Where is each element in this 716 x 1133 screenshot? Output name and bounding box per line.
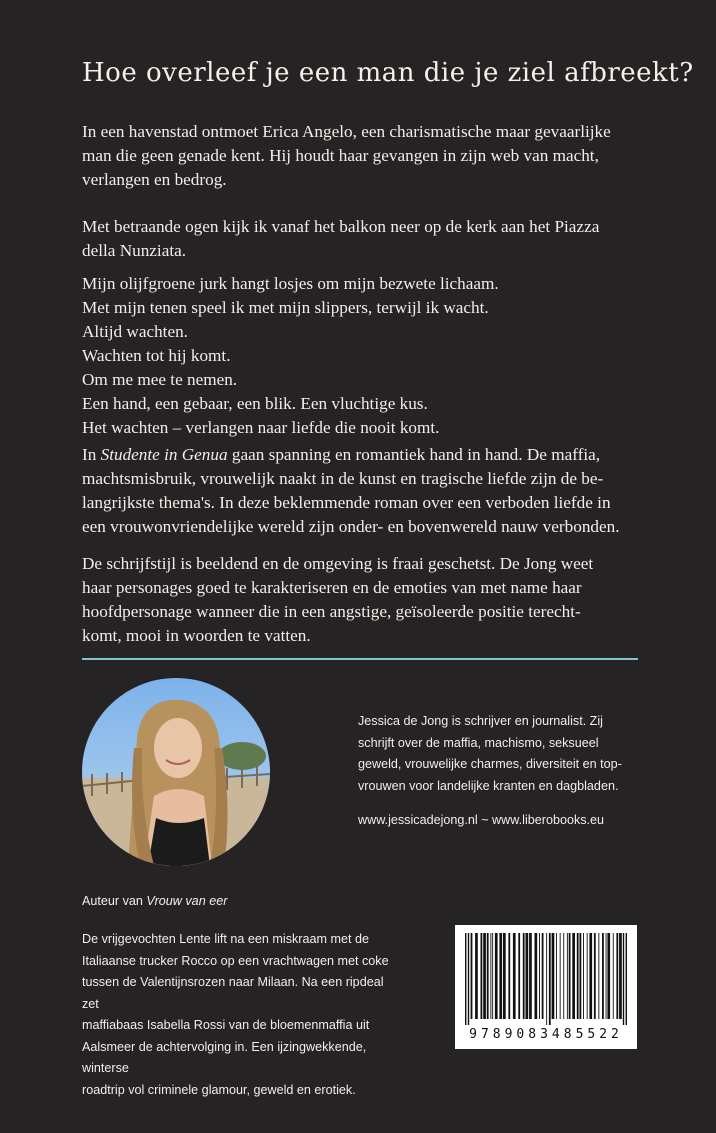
barcode-bar [487,933,489,1019]
barcode-bar [572,933,575,1019]
barcode-guard-bar [626,933,627,1025]
barcode-bar [598,933,599,1019]
text-line: Mijn olijfgroene jurk hangt losjes om mijn bezwete lichaam. [82,274,499,293]
barcode-bar [513,933,516,1019]
text-line: haar personages goed te karakteriseren en de emoties van met name haar [82,578,582,597]
barcode-bars [455,925,637,1025]
text-line: man die geen genade kent. Hij houdt haar gevangen in zijn web van macht, [82,146,599,165]
barcode-bar [526,933,529,1019]
text-line: geweld, vrouwelijke charmes, diversiteit en top- [358,757,622,771]
barcode-bar [539,933,540,1019]
text-line: tussen de Valentijnsrozen naar Milaan. Na een ripdeal zet [82,975,384,1011]
barcode-bar [499,933,502,1019]
text-line [82,443,642,467]
text-line: De schrijfstijl is beeldend en de omgeving is fraai geschetst. De Jong weet [82,554,594,573]
barcode-guard-bar [465,933,466,1025]
barcode-bar [492,933,493,1019]
barcode-guard-bar [546,933,547,1025]
text-line: Een hand, een gebaar, een blik. Een vluchtige kus. [82,394,428,413]
author-bio [358,711,658,797]
section-divider [82,658,638,660]
text-line: Altijd wachten. [82,322,188,341]
isbn-digits: 9789083485522 [469,1027,623,1042]
barcode-bar [606,933,607,1019]
barcode-guard-bar [623,933,624,1025]
barcode-bar [583,933,584,1019]
barcode-bar [475,933,478,1019]
text-line: langrijkste thema's. In deze beklemmende roman over een verboden liefde in [82,493,611,512]
author-previous-work [82,891,227,913]
barcode-bar [594,933,596,1019]
other-book-blurb [82,929,402,1101]
text-line: Het wachten – verlangen naar liefde die nooit komt. [82,418,440,437]
excerpt-lines [82,272,642,440]
text-line: hoofdpersonage wanneer die in een angstige, geïsoleerde positie terecht- [82,602,581,621]
barcode-bar [508,933,510,1019]
text-line: verlangen en bedrog. [82,170,227,189]
text-line: Aalsmeer de achtervolging in. Een ijzingwekkende, winterse [82,1039,367,1075]
barcode-bar [556,933,557,1019]
isbn-barcode [455,925,637,1049]
barcode-bar [483,933,486,1019]
book-title-italic: Studente in Genua [100,445,228,464]
barcode-bar [589,933,592,1019]
barcode-bar [567,933,568,1019]
text-line: schrijft over de maffia, machismo, seksueel [358,735,599,750]
text-line: Om me mee te nemen. [82,370,238,389]
author-of-label: Auteur van [82,894,147,908]
barcode-bar [577,933,579,1019]
barcode-bar [481,933,483,1019]
barcode-bar [580,933,582,1019]
text-line: Jessica de Jong is schrijver en journalist. Zij [358,714,603,728]
previous-book-title: Vrouw van eer [146,894,228,908]
text-line: maffiabaas Isabella Rossi van de bloemenmaffia uit [82,1018,370,1032]
barcode-bar [535,933,538,1019]
barcode-guard-bar [468,933,469,1025]
barcode-bar [563,933,564,1019]
text-line: Met mijn tenen speel ik met mijn slippers, terwijl ik wacht. [82,298,489,317]
barcode-bar [503,933,506,1019]
text-line: Italiaanse trucker Rocco op een vrachtwagen met coke [82,953,389,968]
review-paragraph [82,552,642,648]
barcode-guard-bar [549,933,551,1025]
barcode-bar [616,933,618,1019]
text-line: vrouwen voor landelijke kranten en dagbladen. [358,778,619,793]
barcode-bar [587,933,588,1019]
barcode-bar [518,933,520,1019]
barcode-bar [560,933,561,1019]
barcode-bar [569,933,571,1019]
barcode-bar [495,933,498,1019]
barcode-bar [619,933,622,1019]
back-cover-headline: Hoe overleef je een man die je ziel afbreekt? [82,58,694,88]
barcode-bar [490,933,491,1019]
barcode-bar [471,933,473,1019]
text-line: roadtrip vol criminele glamour, geweld en erotiek. [82,1082,356,1097]
author-websites[interactable]: www.jessicadejong.nl ~ www.liberobooks.eu [358,813,605,827]
text-line: Met betraande ogen kijk ik vanaf het balkon neer op de kerk aan het Piazza [82,217,600,236]
text-line: De vrijgevochten Lente lift na een miskraam met de [82,932,369,946]
barcode-bar [613,933,614,1019]
text-line: komt, mooi in woorden te vatten. [82,626,311,645]
barcode-bar [523,933,525,1019]
balcony-paragraph [82,215,642,263]
barcode-bar [552,933,555,1019]
text-line: een vrouwonvriendelijke wereld zijn onder- en bovenwereld nauw verbonden. [82,517,620,536]
barcode-bar [607,933,610,1019]
text-line: In een havenstad ontmoet Erica Angelo, een charismatische maar gevaarlijke [82,122,611,141]
barcode-bar [542,933,544,1019]
themes-paragraph [82,443,642,539]
text-segment: gaan spanning en romantiek hand in hand. De maffia, [227,445,601,464]
author-portrait-illustration [82,678,270,866]
intro-paragraph [82,120,642,192]
text-line: Wachten tot hij komt. [82,346,231,365]
text-segment: In [82,445,101,464]
author-photo [82,678,270,866]
barcode-bar [602,933,604,1019]
text-line: machtsmisbruik, vrouwelijk naakt in de kunst en tragische liefde zijn de be- [82,469,604,488]
barcode-bar [529,933,532,1019]
text-line: della Nunziata. [82,241,187,260]
